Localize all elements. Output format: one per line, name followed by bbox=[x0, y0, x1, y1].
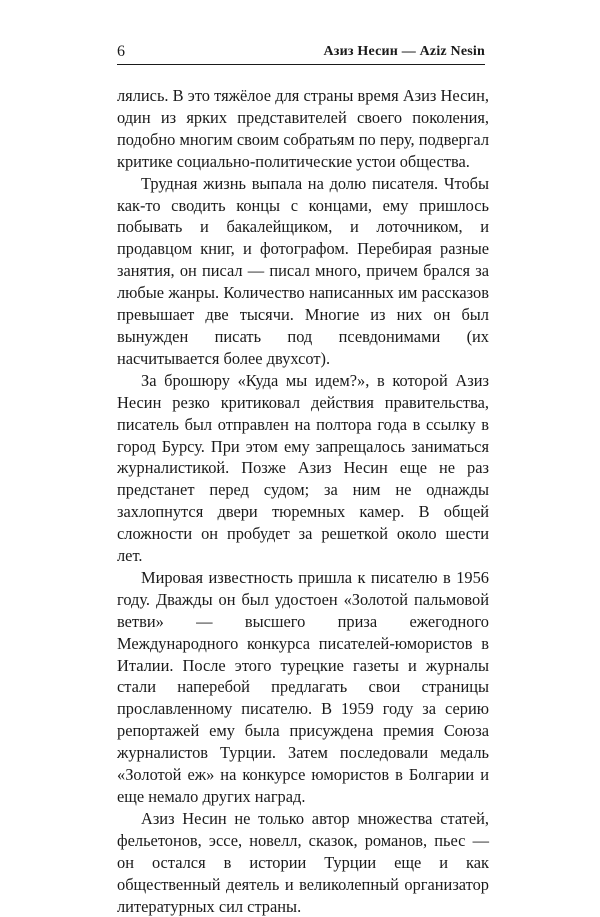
paragraph: Азиз Несин не только автор множества статей, фельетонов, эссе, новелл, сказок, романов, пьес — он остался в истории Турции еще и как общественный деятель и великолепный организатор литературных сил страны. bbox=[117, 808, 489, 916]
paragraph-continued: лялись. В это тяжёлое для страны время Азиз Несин, один из ярких представителей своего поколения, подобно многим своим собратьям по перу, подвергал критике социально-политические устои общества. bbox=[117, 86, 489, 171]
page-header bbox=[117, 42, 485, 66]
body-text bbox=[117, 85, 489, 917]
header-rule bbox=[117, 64, 485, 65]
paragraph: За брошюру «Куда мы идем?», в которой Азиз Несин резко критиковал действия правительства, писатель был отправлен на полтора года в ссылку в город Бурсу. При этом ему запрещалось заниматься журналистикой. Позже Азиз Несин еще не раз предстанет перед судом; за ним не однажды захлопнутся двери тюремных камер. В общей сложности он пробудет за решеткой около шести лет. bbox=[117, 370, 489, 566]
paragraph: Трудная жизнь выпала на долю писателя. Чтобы как-то сводить концы с концами, ему пришлось побывать и бакалейщиком, и лоточником, и продавцом книг, и фотографом. Перебирая разные занятия, он писал — писал много, причем брался за любые жанры. Количество написанных им рассказов превышает две тысячи. Многие из них он был вынужден писать под псевдонимами (их насчитывается более двухсот). bbox=[117, 173, 489, 368]
running-title: Азиз Несин — Aziz Nesin bbox=[323, 44, 485, 59]
page-number: 6 bbox=[117, 43, 125, 60]
paragraph: Мировая известность пришла к писателю в 1956 году. Дважды он был удостоен «Золотой пальмовой ветви» — высшего приза ежегодного Международного конкурса писателей-юмористов в Италии. После этого турецкие газеты и журналы стали наперебой предлагать свои страницы прославленному писателю. В 1959 году за серию репортажей ему была присуждена премия Союза журналистов Турции. Затем последовали медаль «Золотой еж» на конкурсе юмористов в Болгарии и еще немало других наград. bbox=[117, 567, 489, 806]
